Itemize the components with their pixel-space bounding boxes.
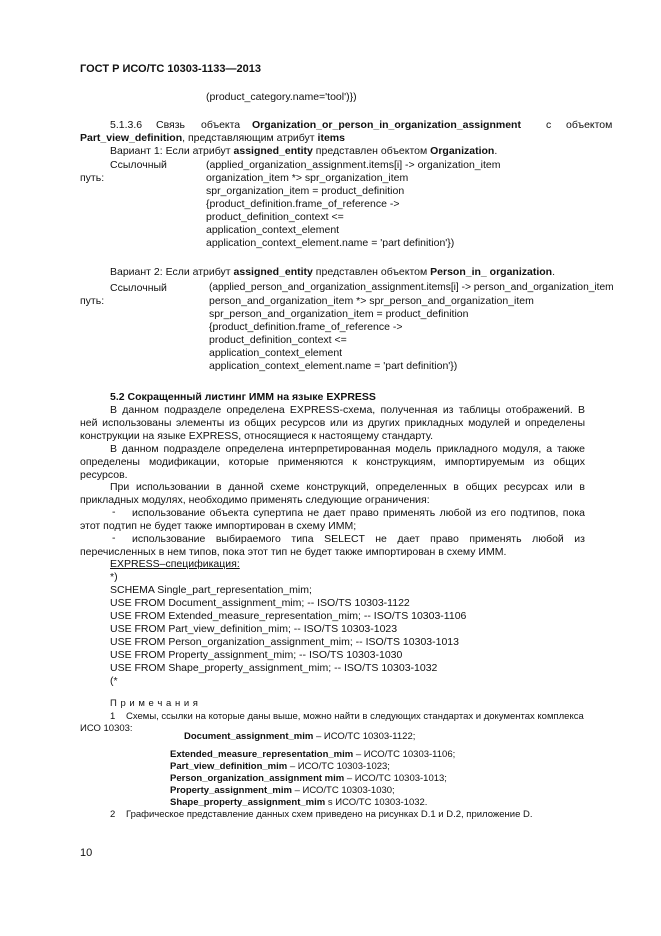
paragraph-line: определены модификации, которые применяются к конструкциям, импортируемым из общих xyxy=(80,456,585,468)
note-text: ИСО 10303: xyxy=(80,723,133,734)
heading-word: объектом xyxy=(566,119,613,131)
path-line: application_context_element.name = 'part definition'}) xyxy=(209,360,458,372)
standard-ref: ИСО/ТС 10303-1013; xyxy=(354,773,447,784)
standard-ref: ИСО/ТС 10303-1106; xyxy=(363,749,456,760)
attribute-name: assigned_entity xyxy=(233,266,313,278)
paragraph-line: При использовании в данной схеме конструкций, определенных в общих ресурсах или в xyxy=(110,481,585,493)
ref-separator: – xyxy=(291,785,303,796)
section-title: 5.2 Сокращенный листинг ИММ на языке EXPRESS xyxy=(110,391,376,403)
path-line: (applied_organization_assignment.items[i] -> organization_item xyxy=(206,159,501,171)
path-line: spr_organization_item = product_definition xyxy=(206,185,405,197)
note-ref xyxy=(170,786,395,796)
code-line: USE FROM Document_assignment_mim; -- ISO/TS 10303-1122 xyxy=(110,597,410,609)
path-line: application_context_element.name = 'part definition'}) xyxy=(206,237,455,249)
path-line: (applied_person_and_organization_assignment.items[i] -> person_and_organization_item xyxy=(209,282,614,293)
heading-word: с xyxy=(546,119,552,131)
code-line: (product_category.name='tool')}) xyxy=(206,91,357,103)
entity-name: Part_view_definition xyxy=(80,132,183,144)
note-ref xyxy=(170,762,390,772)
document-header: ГОСТ Р ИСО/ТС 10303-1133—2013 xyxy=(80,63,261,75)
ref-separator: – xyxy=(353,749,364,760)
entity-name: Organization xyxy=(430,145,495,157)
paragraph-line: перечисленных в нем типов, пока этот тип не будет также импортирован в схему ИММ. xyxy=(80,546,507,558)
intro-text: . xyxy=(494,145,498,157)
path-line: {product_definition.frame_of_reference -> xyxy=(209,321,403,333)
path-line: organization_item *> spr_organization_item xyxy=(206,172,409,184)
page-number: 10 xyxy=(80,847,93,859)
ref-separator: – xyxy=(287,761,298,772)
section-number: 5.1.3.6 xyxy=(110,119,143,131)
code-line: USE FROM Part_view_definition_mim; -- ISO/TS 10303-1023 xyxy=(110,623,398,635)
ref-path-label: Ссылочный xyxy=(110,159,167,171)
schema-name: Shape_property_assignment_mim xyxy=(170,797,326,808)
attribute-name: assigned_entity xyxy=(233,145,313,157)
ref-path-label: путь: xyxy=(80,172,105,184)
paragraph-1 xyxy=(80,404,585,443)
bullet-dash: - xyxy=(112,506,116,518)
heading-text: , представляющим атрибут xyxy=(182,132,318,144)
paragraph-2 xyxy=(80,443,585,482)
code-line: USE FROM Extended_measure_representation_mim; -- ISO/TS 10303-1106 xyxy=(110,610,467,622)
path-line: application_context_element xyxy=(206,224,340,236)
intro-text: Вариант 2: Если атрибут xyxy=(110,266,234,278)
schema-name: Extended_measure_representation_mim xyxy=(170,749,354,760)
entity-name: Organization_or_person_in_organization_assignment xyxy=(252,119,521,131)
paragraph-line: прикладных модулях, необходимо применять следующие ограничения: xyxy=(80,494,430,506)
variant-1-intro xyxy=(110,146,497,157)
paragraph-line: В данном подразделе определена EXPRESS-схема, полученная из таблицы отображений. В xyxy=(110,404,585,416)
standard-ref: ИСО/ТС 10303-1032. xyxy=(335,797,428,808)
note-number: 1 xyxy=(110,711,116,722)
heading-word: Связь xyxy=(156,119,186,131)
heading-line-2 xyxy=(80,133,345,144)
code-line: USE FROM Property_assignment_mim; -- ISO/TS 10303-1030 xyxy=(110,649,403,661)
intro-text: . xyxy=(552,266,556,278)
intro-text: Вариант 1: Если атрибут xyxy=(110,145,234,157)
path-line: product_definition_context <= xyxy=(206,211,344,223)
paragraph-line: ней использованы элементы из общих ресурсов или из других прикладных модулей и определены xyxy=(80,417,585,429)
bullet-1 xyxy=(80,507,585,533)
path-line: product_definition_context <= xyxy=(209,334,347,346)
bullet-dash: - xyxy=(112,532,116,544)
note-text: Графическое представление данных схем приведено на рисунках D.1 и D.2, приложение D. xyxy=(126,809,533,820)
paragraph-3 xyxy=(80,481,585,507)
note-ref xyxy=(170,798,427,808)
ref-path-label: путь: xyxy=(80,295,105,307)
ref-separator: – xyxy=(313,731,324,742)
intro-text: представлен объектом xyxy=(312,145,431,157)
variant-2-intro xyxy=(110,267,555,278)
schema-name: Document_assignment_mim xyxy=(184,731,314,742)
paragraph-line: ресурсов. xyxy=(80,469,128,481)
standard-ref: ИСО/ТС 10303-1122; xyxy=(323,731,416,742)
path-line: {product_definition.frame_of_reference -> xyxy=(206,198,400,210)
paragraph-line: использование выбираемого типа SELECT не дает право применять любой из xyxy=(132,533,585,545)
code-line: USE FROM Shape_property_assignment_mim; -- ISO/TS 10303-1032 xyxy=(110,662,438,674)
schema-name: Part_view_definition_mim xyxy=(170,761,288,772)
code-line: SCHEMA Single_part_representation_mim; xyxy=(110,584,312,596)
attribute-name: items xyxy=(317,132,345,144)
ref-path-label: Ссылочный xyxy=(110,282,167,294)
note-ref xyxy=(184,732,415,742)
standard-ref: ИСО/ТС 10303-1023; xyxy=(297,761,390,772)
code-line: USE FROM Person_organization_assignment_mim; -- ISO/TS 10303-1013 xyxy=(110,636,459,648)
note-ref xyxy=(170,774,447,784)
ref-separator: s xyxy=(325,797,336,808)
standard-ref: ИСО/ТС 10303-1030; xyxy=(302,785,395,796)
paragraph-line: этот подтип не будет также импортирован в схему ИММ; xyxy=(80,520,357,532)
note-text: Схемы, ссылки на которые даны выше, можно найти в следующих стандартах и документах комплекса xyxy=(126,711,584,722)
code-line: (* xyxy=(110,675,118,687)
paragraph-line: конструкции на языке EXPRESS, относящиеся к настоящему стандарту. xyxy=(80,430,434,442)
heading-word: объекта xyxy=(201,119,241,131)
path-line: spr_person_and_organization_item = product_definition xyxy=(209,308,469,320)
ref-separator: – xyxy=(344,773,355,784)
code-line: *) xyxy=(110,571,118,583)
path-line: person_and_organization_item *> spr_person_and_organization_item xyxy=(209,295,534,307)
path-line: application_context_element xyxy=(209,347,343,359)
notes-heading: П р и м е ч а н и я xyxy=(110,698,199,709)
paragraph-line: использование объекта супертипа не дает право применять любой из его подтипов, пока xyxy=(132,507,585,519)
note-ref xyxy=(170,750,455,760)
express-spec-label: EXPRESS–спецификация: xyxy=(110,558,240,570)
intro-text: представлен объектом xyxy=(312,266,431,278)
note-number: 2 xyxy=(110,809,116,820)
schema-name: Property_assignment_mim xyxy=(170,785,292,796)
bullet-2 xyxy=(80,533,585,559)
paragraph-line: В данном подразделе определена интерпретированная модель прикладного модуля, а также xyxy=(110,443,585,455)
schema-name: Person_organization_assignment mim xyxy=(170,773,345,784)
entity-name: Person_in_ organization xyxy=(430,266,553,278)
